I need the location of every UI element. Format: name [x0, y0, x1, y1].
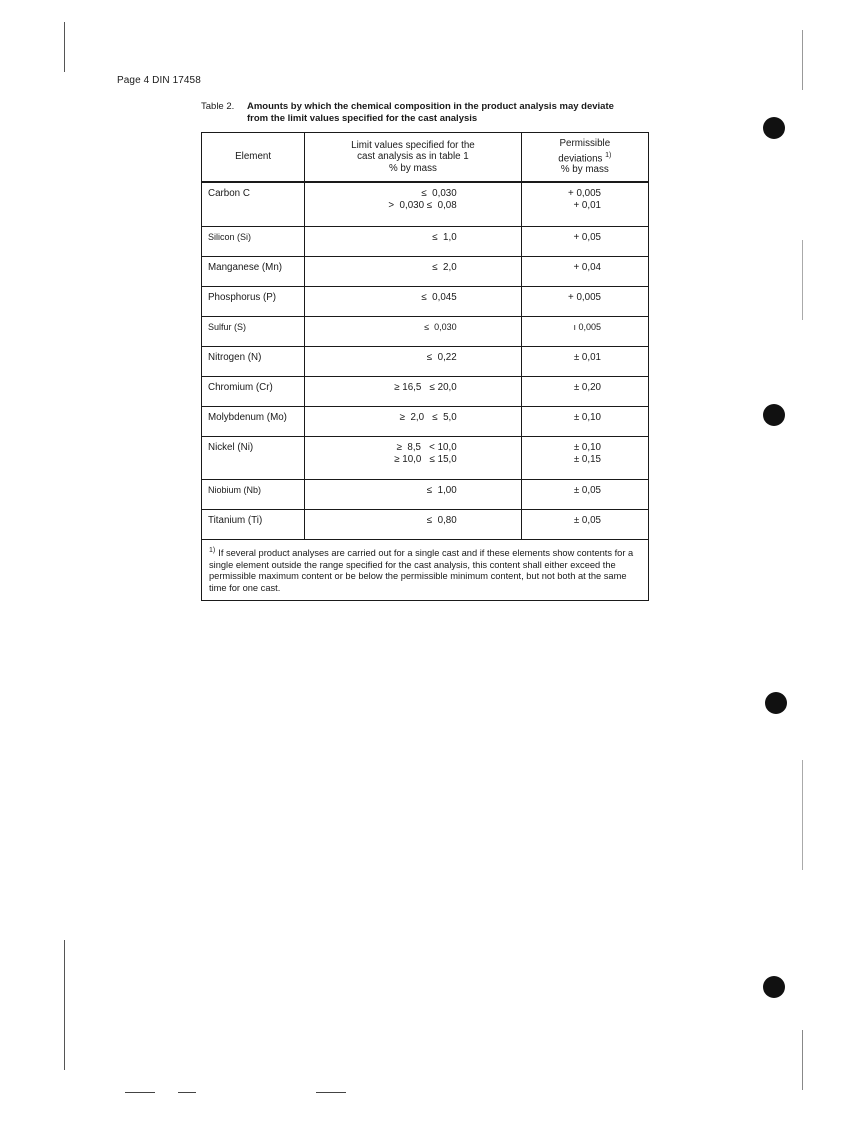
element-cell: Manganese (Mn) [202, 257, 305, 287]
composition-deviation-table [201, 132, 649, 601]
element-cell: Carbon C [202, 182, 305, 227]
footnote-row [202, 540, 649, 601]
limit-cell: ≤ 0,045 [305, 287, 521, 317]
limit-cell: ≥ 8,5 < 10,0 ≥ 10,0 ≤ 15,0 [305, 437, 521, 480]
table-title-line-1: Amounts by which the chemical composition in the product analysis may deviate [247, 101, 614, 112]
footnote-text: If several product analyses are carried out for a single cast and if these elements show contents for a single element outside the range specified for the cast analysis, this content shall either exceed the permissible maximum content or be below the permissible minimum content, but not both at the same time for one cast. [209, 548, 634, 593]
deviation-cell: + 0,005 [521, 287, 648, 317]
header-limit-line: Limit values specified for the [351, 139, 475, 151]
deviation-cell: ı 0,005 [521, 317, 648, 347]
header-limit-line: cast analysis as in table 1 [357, 151, 469, 163]
scan-edge-line [802, 1030, 803, 1090]
deviation-cell: ± 0,05 [521, 480, 648, 510]
limit-cell: ≤ 1,00 [305, 480, 521, 510]
scan-smudge [316, 1092, 346, 1093]
header-deviation-line: % by mass [560, 164, 609, 176]
table-row [202, 347, 649, 377]
deviation-cell: + 0,04 [521, 257, 648, 287]
limit-cell: ≤ 0,030 [305, 317, 521, 347]
scan-edge-line [802, 760, 803, 870]
table-title-line-2: from the limit values specified for the cast analysis [247, 113, 478, 124]
element-cell: Chromium (Cr) [202, 377, 305, 407]
table-row [202, 317, 649, 347]
limit-cell: ≤ 2,0 [305, 257, 521, 287]
table-label: Table 2. [201, 101, 235, 112]
table-row [202, 437, 649, 480]
table-row [202, 287, 649, 317]
table-row [202, 407, 649, 437]
header-limit-line: % by mass [388, 162, 437, 174]
deviation-cell: ± 0,10 ± 0,15 [521, 437, 648, 480]
scan-edge-line [64, 22, 65, 72]
header-deviation [521, 133, 648, 183]
element-cell: Nitrogen (N) [202, 347, 305, 377]
header-deviation-line: deviations $^{1)}$ [558, 151, 612, 164]
header-deviation-line: Permissible [559, 138, 611, 150]
element-cell: Sulfur (S) [202, 317, 305, 347]
deviation-cell: ± 0,10 [521, 407, 648, 437]
header-limit [305, 133, 521, 183]
table-row [202, 480, 649, 510]
scan-edge-line [64, 940, 65, 1070]
table-row [202, 510, 649, 540]
deviation-cell: + 0,005 + 0,01 [521, 182, 648, 227]
table-row [202, 227, 649, 257]
punch-hole [763, 976, 785, 998]
scan-edge-line [802, 240, 803, 320]
punch-hole [763, 117, 785, 139]
footnote-mark: 1) [209, 547, 216, 554]
limit-cell: ≤ 0,80 [305, 510, 521, 540]
footnote-reference: 1) [605, 151, 612, 159]
limit-cell: ≥ 2,0 ≤ 5,0 [305, 407, 521, 437]
limit-cell: ≤ 0,22 [305, 347, 521, 377]
limit-cell: ≤ 1,0 [305, 227, 521, 257]
deviation-cell: ± 0,05 [521, 510, 648, 540]
table-caption [201, 101, 671, 125]
table-header-row [202, 133, 649, 183]
element-cell: Nickel (Ni) [202, 437, 305, 480]
table-row [202, 257, 649, 287]
scan-smudge [178, 1092, 196, 1093]
deviation-cell: ± 0,01 [521, 347, 648, 377]
element-cell: Molybdenum (Mo) [202, 407, 305, 437]
limit-cell: ≤ 0,030 > 0,030 ≤ 0,08 [305, 182, 521, 227]
table-row [202, 377, 649, 407]
element-cell: Niobium (Nb) [202, 480, 305, 510]
footnote [202, 540, 649, 601]
deviation-cell: ± 0,20 [521, 377, 648, 407]
scan-smudge [125, 1092, 155, 1093]
header-element: Element [202, 133, 305, 183]
punch-hole [763, 404, 785, 426]
element-cell: Silicon (Si) [202, 227, 305, 257]
scan-edge-line [802, 30, 803, 90]
element-cell: Titanium (Ti) [202, 510, 305, 540]
deviation-cell: + 0,05 [521, 227, 648, 257]
page-header: Page 4 DIN 17458 [117, 75, 201, 86]
element-cell: Phosphorus (P) [202, 287, 305, 317]
table-row [202, 182, 649, 227]
punch-hole [765, 692, 787, 714]
limit-cell: ≥ 16,5 ≤ 20,0 [305, 377, 521, 407]
